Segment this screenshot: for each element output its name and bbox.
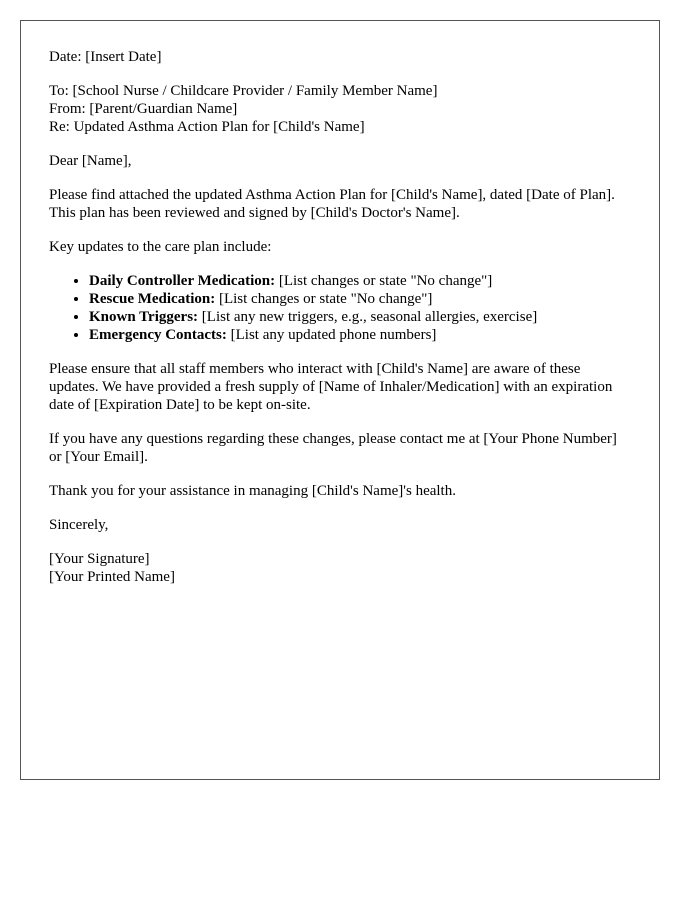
list-item	[89, 308, 631, 326]
updates-list	[49, 272, 631, 344]
update-label: Known Triggers:	[89, 309, 199, 325]
update-label: Rescue Medication:	[89, 291, 216, 307]
salutation: Dear [Name],	[49, 153, 132, 169]
date-line: Date: [Insert Date]	[49, 49, 162, 65]
list-item	[89, 272, 631, 290]
update-text: [List any new triggers, e.g., seasonal allergies, exercise]	[198, 309, 538, 325]
update-text: [List any updated phone numbers]	[226, 327, 437, 343]
staff-paragraph: Please ensure that all staff members who interact with [Child's Name] are aware of these updates. We have provided a fresh supply of [Name of Inhaler/Medication] with an expiration date of [Expiration Date] to be kept on-site.	[49, 361, 613, 413]
update-text: [List changes or state "No change"]	[215, 291, 433, 307]
updates-heading: Key updates to the care plan include:	[49, 239, 272, 255]
intro-paragraph: Please find attached the updated Asthma Action Plan for [Child's Name], dated [Date of Plan]. This plan has been reviewed and signed by [Child's Doctor's Name].	[49, 187, 615, 221]
signature-line: [Your Signature]	[49, 551, 150, 567]
signature-block	[49, 550, 631, 586]
list-item	[89, 326, 631, 344]
update-label: Emergency Contacts:	[89, 327, 227, 343]
to-line: To: [School Nurse / Childcare Provider / Family Member Name]	[49, 83, 438, 99]
update-label: Daily Controller Medication:	[89, 273, 276, 289]
thanks-paragraph: Thank you for your assistance in managing [Child's Name]'s health.	[49, 483, 456, 499]
contact-paragraph: If you have any questions regarding these changes, please contact me at [Your Phone Number] or [Your Email].	[49, 431, 617, 465]
from-line: From: [Parent/Guardian Name]	[49, 101, 238, 117]
update-text: [List changes or state "No change"]	[275, 273, 493, 289]
re-line: Re: Updated Asthma Action Plan for [Child's Name]	[49, 119, 365, 135]
letter-document	[20, 20, 660, 780]
list-item	[89, 290, 631, 308]
printed-name-line: [Your Printed Name]	[49, 569, 175, 585]
closing: Sincerely,	[49, 517, 109, 533]
letter-header-block	[49, 82, 631, 136]
